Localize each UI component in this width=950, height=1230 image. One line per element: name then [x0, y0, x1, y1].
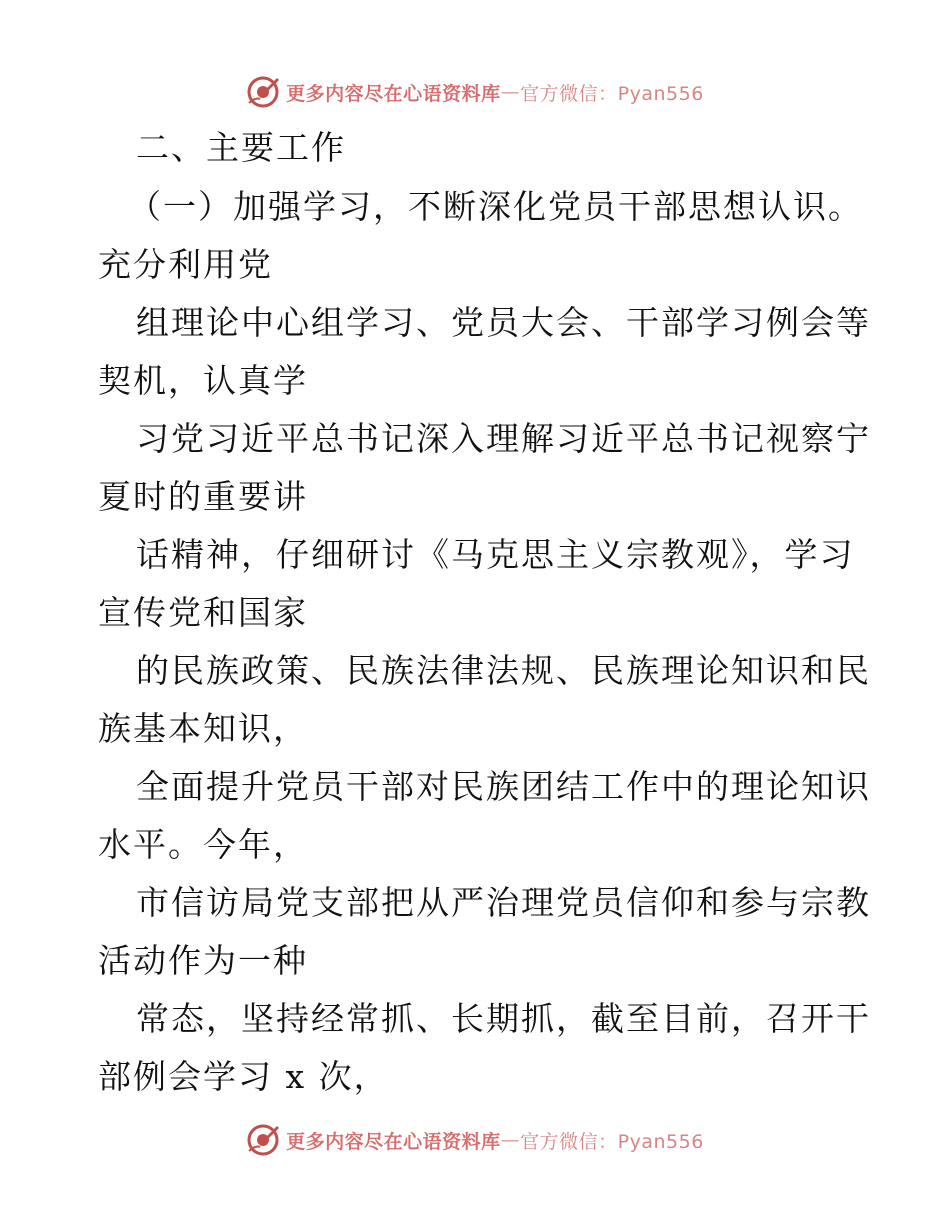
- paragraph-line: 水平。今年，: [98, 825, 308, 864]
- header-watermark: [0, 72, 950, 112]
- paragraph-line: 部例会学习 x 次，: [98, 1057, 389, 1096]
- watermark-side-text: 官方微信：Pyan556: [520, 82, 704, 105]
- paragraph-line: 活动作为一种: [98, 941, 308, 980]
- watermark-separator: —: [500, 1129, 521, 1151]
- paragraph-6: [98, 758, 871, 874]
- paragraph-line: 常态，坚持经常抓、长期抓，截至目前，召开干: [136, 999, 871, 1038]
- watermark-side-text: 官方微信：Pyan556: [520, 1130, 704, 1153]
- paragraph-line: 夏时的重要讲: [98, 477, 308, 516]
- footer-watermark: [0, 1120, 950, 1160]
- pen-circle-logo-icon: [246, 1123, 280, 1157]
- paragraph-line: 充分利用党: [98, 245, 273, 284]
- paragraph-line: 全面提升党员干部对民族团结工作中的理论知识: [136, 767, 871, 806]
- paragraph-line: （一）加强学习，不断深化党员干部思想认识。: [128, 187, 863, 226]
- paragraph-1: [98, 178, 863, 294]
- paragraph-8: [98, 990, 871, 1106]
- paragraph-line: 习党习近平总书记深入理解习近平总书记视察宁: [136, 419, 871, 458]
- paragraph-5: [98, 642, 871, 758]
- watermark-main-text: 更多内容尽在心语资料库: [286, 1130, 501, 1153]
- paragraph-2: [98, 294, 871, 410]
- pen-circle-logo-icon: [246, 75, 280, 109]
- paragraph-line: 族基本知识，: [98, 709, 308, 748]
- paragraph-line: 的民族政策、民族法律法规、民族理论知识和民: [136, 651, 871, 690]
- paragraph-line: 组理论中心组学习、党员大会、干部学习例会等: [136, 303, 871, 342]
- paragraph-line: 市信访局党支部把从严治理党员信仰和参与宗教: [136, 883, 871, 922]
- paragraph-7: [98, 874, 871, 990]
- paragraph-line: 宣传党和国家: [98, 593, 308, 632]
- watermark-main-text: 更多内容尽在心语资料库: [286, 82, 501, 105]
- paragraph-line: 契机，认真学: [98, 361, 308, 400]
- document-body: [98, 118, 871, 1106]
- paragraph-3: [98, 410, 871, 526]
- watermark-separator: —: [500, 81, 521, 103]
- paragraph-line: 话精神，仔细研讨《马克思主义宗教观》，学习: [136, 535, 855, 574]
- paragraph-4: [98, 526, 858, 642]
- section-heading: 二、主要工作: [136, 128, 346, 167]
